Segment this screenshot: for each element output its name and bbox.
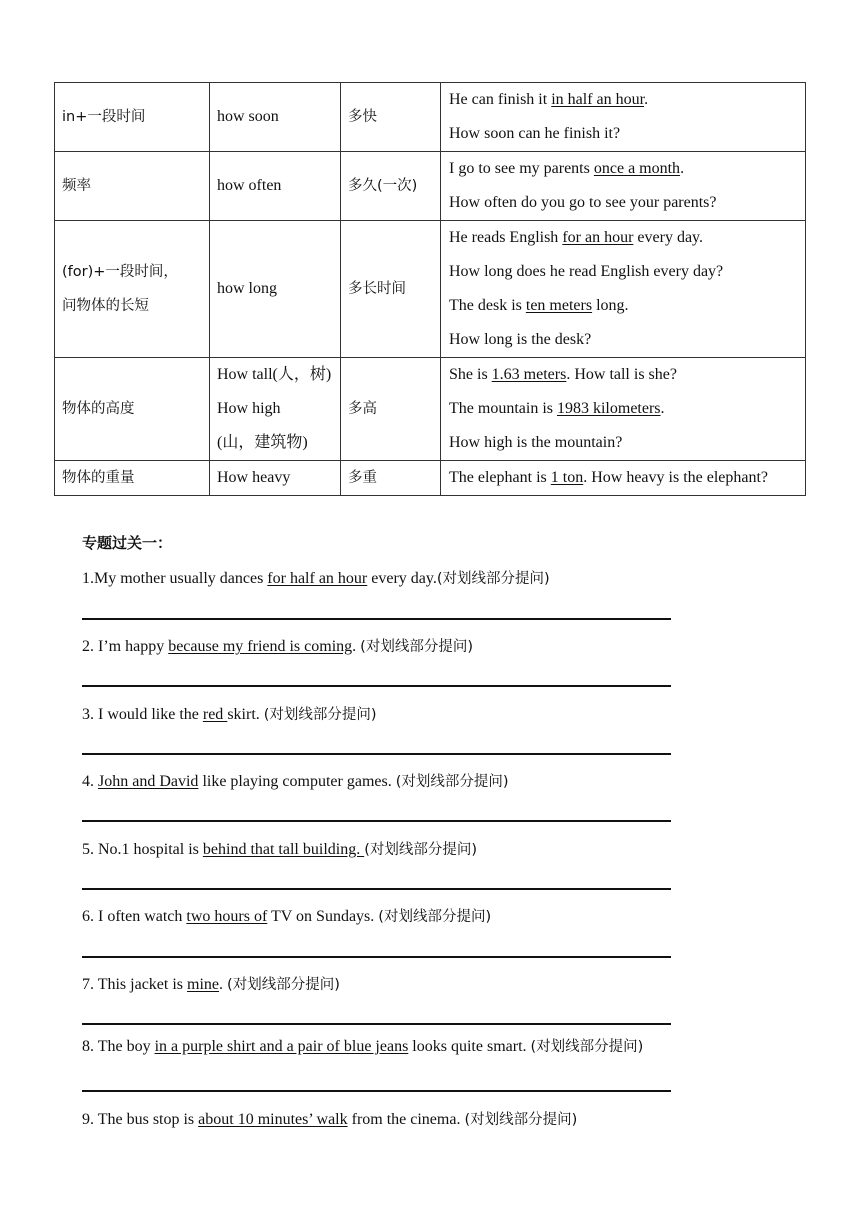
usage-cell — [55, 152, 210, 221]
text-segment: (对划线部分提问) — [227, 977, 340, 993]
example-cell — [441, 358, 806, 461]
underlined-phrase: mine — [187, 976, 220, 993]
meaning-cell: 多重 — [341, 461, 441, 496]
question-3 — [82, 703, 377, 724]
underlined-phrase: ten meters — [525, 297, 593, 314]
usage-line: 频率 — [62, 178, 91, 194]
underlined-phrase: 1 ton — [550, 469, 584, 486]
text-segment: The mountain is — [449, 400, 557, 417]
question-4 — [82, 770, 509, 791]
text-segment: (对划线部分提问) — [364, 842, 478, 858]
text-segment: How soon can he finish it? — [449, 125, 621, 142]
text-segment: How often do you go to see your parents? — [449, 194, 717, 211]
underlined-phrase: in a purple shirt and a pair of blue jeans — [154, 1038, 409, 1055]
question-5 — [82, 838, 477, 859]
text-segment: (对划线部分提问) — [464, 1112, 578, 1128]
meaning-cell: 多久(一次) — [341, 152, 441, 221]
table-row — [55, 461, 806, 496]
question-6 — [82, 905, 491, 926]
text-segment: skirt. — [227, 706, 264, 723]
answer-line[interactable] — [82, 618, 671, 620]
underlined-phrase: two hours of — [186, 908, 268, 925]
underlined-phrase: once a month — [593, 160, 681, 177]
usage-cell — [55, 461, 210, 496]
text-segment: looks quite smart. — [408, 1038, 531, 1055]
table-row — [55, 83, 806, 152]
answer-line[interactable] — [82, 888, 671, 890]
text-segment: every day. — [367, 570, 437, 587]
text-segment: TV on Sundays. — [267, 908, 379, 925]
text-segment: He reads English — [449, 229, 563, 246]
question-word-line: How heavy — [217, 469, 291, 486]
text-segment: every day. — [633, 229, 703, 246]
usage-line: in+一段时间 — [62, 109, 146, 125]
text-segment: long. — [592, 297, 629, 314]
text-segment: 5. No.1 hospital is — [82, 841, 203, 858]
example-line — [449, 255, 797, 289]
question-word-cell — [210, 221, 341, 358]
meaning-cell: 多高 — [341, 358, 441, 461]
text-segment: 3. I would like the — [82, 706, 203, 723]
underlined-phrase: John and David — [98, 773, 199, 790]
example-line — [449, 83, 797, 117]
question-word-cell — [210, 461, 341, 496]
text-segment: from the cinema. — [347, 1111, 465, 1128]
usage-line: 物体的高度 — [62, 401, 135, 417]
text-segment: How long does he read English every day? — [449, 263, 724, 280]
table-row — [55, 152, 806, 221]
grammar-table — [54, 82, 806, 496]
text-segment: The desk is — [449, 297, 526, 314]
text-segment: I go to see my parents — [449, 160, 594, 177]
question-word-cell — [210, 83, 341, 152]
question-word-line: how soon — [217, 108, 279, 125]
example-line — [449, 117, 797, 151]
text-segment: (对划线部分提问) — [395, 774, 509, 790]
usage-cell — [55, 358, 210, 461]
underlined-phrase: 1983 kilometers — [556, 400, 661, 417]
underlined-phrase: behind that tall building. — [202, 841, 365, 858]
section-title: 专题过关一： — [82, 534, 173, 552]
grammar-table-body — [55, 83, 806, 496]
text-segment: (对划线部分提问) — [378, 909, 492, 925]
text-segment: . — [352, 638, 361, 655]
example-line — [449, 152, 797, 186]
usage-cell — [55, 83, 210, 152]
example-line — [449, 461, 797, 495]
text-segment: . — [660, 400, 665, 417]
question-word-line: how often — [217, 177, 282, 194]
answer-line[interactable] — [82, 685, 671, 687]
example-cell — [441, 461, 806, 496]
text-segment: (对划线部分提问) — [263, 707, 377, 723]
underlined-phrase: in half an hour — [551, 91, 645, 108]
answer-line[interactable] — [82, 1023, 671, 1025]
text-segment: (对划线部分提问) — [436, 571, 550, 587]
text-segment: (对划线部分提问) — [360, 639, 473, 655]
text-segment: 2. I’m happy — [82, 638, 169, 655]
question-9 — [82, 1108, 577, 1129]
text-segment: like playing computer games. — [198, 773, 396, 790]
text-segment: He can finish it — [449, 91, 552, 108]
question-word-line: How tall(人，树) — [217, 366, 332, 383]
table-row — [55, 221, 806, 358]
meaning-cell: 多长时间 — [341, 221, 441, 358]
example-line — [449, 289, 797, 323]
answer-line[interactable] — [82, 956, 671, 958]
usage-line: (for)+一段时间， — [62, 264, 178, 280]
example-cell — [441, 152, 806, 221]
question-word-cell — [210, 152, 341, 221]
text-segment: The elephant is — [449, 469, 551, 486]
text-segment: . — [219, 976, 228, 993]
usage-line: 物体的重量 — [62, 470, 135, 486]
example-cell — [441, 221, 806, 358]
text-segment: . — [644, 91, 649, 108]
example-line — [449, 186, 797, 220]
text-segment: She is — [449, 366, 492, 383]
table-row — [55, 358, 806, 461]
question-2 — [82, 635, 473, 656]
underlined-phrase: because my friend is coming — [168, 638, 353, 655]
text-segment: (对划线部分提问) — [530, 1039, 644, 1055]
text-segment: . How heavy is the elephant? — [583, 469, 769, 486]
question-8 — [82, 1035, 643, 1056]
question-7 — [82, 973, 340, 994]
text-segment: 8. The boy — [82, 1038, 155, 1055]
example-line — [449, 426, 797, 460]
text-segment: 6. I often watch — [82, 908, 187, 925]
underlined-phrase: red — [202, 706, 228, 723]
usage-line: 问物体的长短 — [62, 298, 149, 314]
question-word-cell — [210, 358, 341, 461]
text-segment: 7. This jacket is — [82, 976, 188, 993]
example-line — [449, 323, 797, 357]
underlined-phrase: 1.63 meters — [491, 366, 567, 383]
example-cell — [441, 83, 806, 152]
question-word-line: How high — [217, 400, 281, 417]
text-segment: 4. — [82, 773, 98, 790]
text-segment: . — [680, 160, 685, 177]
text-segment: How high is the mountain? — [449, 434, 623, 451]
example-line — [449, 221, 797, 255]
underlined-phrase: for half an hour — [267, 570, 368, 587]
answer-line[interactable] — [82, 1090, 671, 1092]
meaning-cell: 多快 — [341, 83, 441, 152]
underlined-phrase: about 10 minutes’ walk — [198, 1111, 348, 1128]
question-word-line: how long — [217, 280, 277, 297]
example-line — [449, 392, 797, 426]
answer-line[interactable] — [82, 753, 671, 755]
answer-line[interactable] — [82, 820, 671, 822]
text-segment: 1.My mother usually dances — [82, 570, 268, 587]
underlined-phrase: for an hour — [562, 229, 634, 246]
example-line — [449, 358, 797, 392]
usage-cell — [55, 221, 210, 358]
text-segment: . How tall is she? — [566, 366, 677, 383]
text-segment: How long is the desk? — [449, 331, 592, 348]
text-segment: 9. The bus stop is — [82, 1111, 199, 1128]
question-word-line: (山，建筑物) — [217, 434, 308, 451]
question-1 — [82, 567, 550, 588]
